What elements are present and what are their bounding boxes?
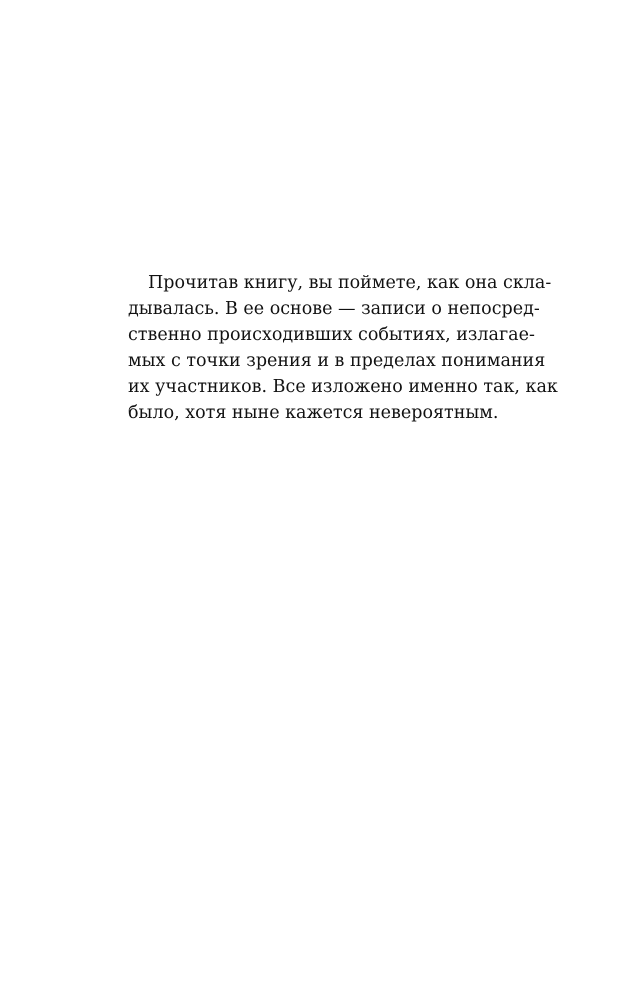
epigraph-paragraph [128,270,558,426]
text-line-5: их участников. Все изложено именно так, как [128,377,558,397]
text-line-6: было, хотя ныне кажется невероятным. [128,403,499,423]
text-line-2: дывалась. В ее основе — записи о непосред- [128,299,540,319]
text-line-1: Прочитав книгу, вы поймете, как она скла- [148,273,552,293]
text-line-3: ственно происходивших событиях, излагае- [128,325,535,345]
text-line-4: мых с точки зрения и в пределах понимания [128,351,546,371]
